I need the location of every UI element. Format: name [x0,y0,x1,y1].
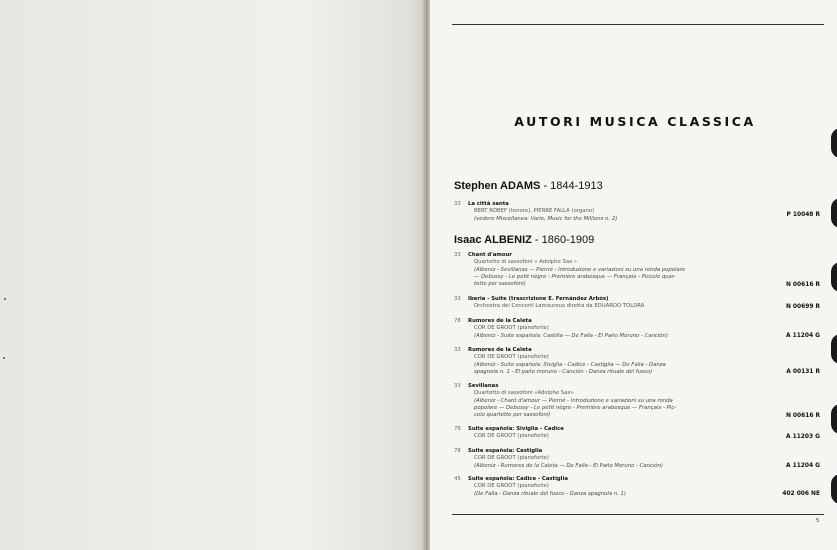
right-page [430,0,837,550]
entry-title: Chant d'amour [468,252,512,258]
entry-title: Suite española: Castiglia [468,448,543,454]
thumb-index-tab [831,128,837,158]
entry-line: (Albeniz - Rumores de la Caleta — De Falla - El Paño Moruno - Canción) [474,462,663,469]
bottom-rule [452,514,824,515]
composer-dates: - 1844-1913 [543,180,603,192]
thumb-index-tab [831,198,837,228]
entry-format: 33 [454,296,461,302]
entry-title: Rumores de la Caleta [468,318,532,324]
paper-speck [4,298,6,300]
entry-catalog-code: A 00131 R [786,369,820,375]
top-rule [452,24,824,25]
entry-line: colo quartetto per sassofoni) [474,412,551,419]
entry-format: 45 [454,476,461,482]
entry-catalog-code: A 11204 G [786,462,820,469]
entry-catalog-code: N 00616 R [785,412,820,419]
entry-line: Quartetto di sassofoni « Adolphe Sax » [474,259,578,266]
entry-line: BERT ROBEF (tenore), PIERRE FALLA (organo) [474,208,595,215]
entry-title: Suite española: Cadice - Castiglia [468,476,568,482]
entry-line: COR DE GROOT (pianoforte) [474,354,549,361]
entry-title: Rumores de la Caleta [468,347,532,353]
entry-line: COR DE GROOT (pianoforte) [474,455,549,462]
entry-format: 33 [454,347,461,353]
entry-format: 78 [454,426,461,432]
entry-catalog-code: A 11204 G [786,332,820,339]
entry-line: (vedere Miscellanea: Varie, Music for the Millions n. 2) [474,215,618,222]
composer-name: Stephen ADAMS [454,180,541,192]
entry-line: (De Falla - Danza rituale del fuoco - Danza spagnola n. 1) [474,490,626,497]
entry-title: Sevillanas [468,383,499,389]
entry-line: COR DE GROOT (pianoforte) [474,325,549,332]
entry-line: COR DE GROOT (pianoforte) [474,483,549,490]
entry-line: — Debussy - Le petit nègre - Première arabesque — Françaix - Piccolo quar- [474,273,676,280]
entry-catalog-code: A 11203 G [786,433,820,440]
page-heading: AUTORI MUSICA CLASSICA [514,114,756,129]
entry-line: spagnola n. 1 - El paño moruno - Canción - Danza rituale del fuoco) [474,368,653,375]
entry-format: 78 [454,448,461,454]
entry-line: Quartetto di sassofoni «Adolphe Sax» [474,390,574,397]
page-number: 5 [816,518,820,524]
entry-title: La città santa [468,201,509,207]
thumb-index-tab [831,404,837,434]
entry-format: 78 [454,318,461,324]
entry-line: (Albeniz - Sevillanas — Pierné - Introduzione e variazioni su una ronda popolare [474,266,686,273]
entry-line: (Albeniz - Suite española: Siviglia - Cadice - Castiglia — De Falla - Danza [474,361,666,368]
entry-catalog-code: N 00699 R [785,303,820,310]
entry-line: (Albeniz - Suite española: Castilla — De Falla - El Paño Moruno - Canción) [474,332,668,339]
entry-catalog-code: N 00616 R [785,281,820,288]
thumb-index-tab [831,334,837,364]
entry-title: Suite española: Siviglia - Cadice [468,426,564,432]
entry-catalog-code: P 10048 R [786,212,820,218]
entry-line: Orchestra dei Concerti Lamoureux diretta da EDUARDO TOLDRA [474,303,645,310]
composer-name: Isaac ALBENIZ [454,234,532,246]
entry-line: (Albeniz - Chant d'amour — Pierné - Introduzione e variazioni su una ronda [474,397,673,404]
paper-speck [3,357,5,359]
entry-line: COR DE GROOT (pianoforte) [474,433,549,440]
entry-title: Iberia - Suite (trascrizione E. Fernández Arbós) [468,296,609,302]
thumb-index-tab [831,474,837,504]
entry-format: 33 [454,201,461,207]
composer-heading [454,180,603,192]
entry-format: 33 [454,252,461,258]
entry-line: popolare — Debussy - Le petit nègre - Première arabesque — Françaix - Pic- [474,404,677,411]
thumb-index-tab [831,262,837,292]
entry-format: 33 [454,383,461,389]
composer-heading [454,234,594,246]
entry-catalog-code: 402 006 NE [782,490,820,497]
composer-dates: - 1860-1909 [534,234,595,246]
entry-line: tetto per sassofoni) [474,281,526,288]
